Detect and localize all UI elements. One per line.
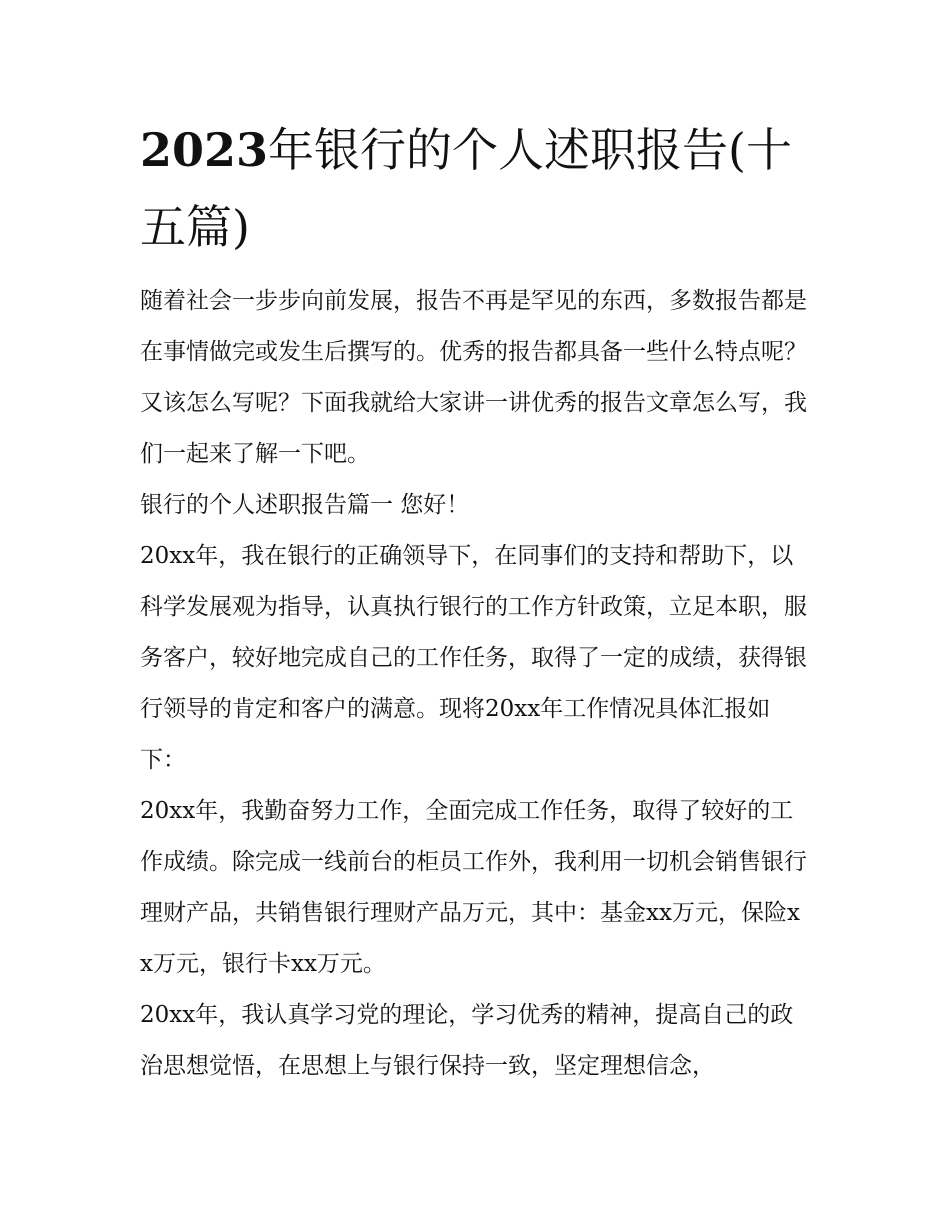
document-body — [140, 276, 812, 1092]
paragraph-section-heading: 银行的个人述职报告篇一 您好！ — [140, 492, 470, 518]
document-title — [140, 112, 820, 266]
title-text: 年银行的个人述职报告(十五篇) — [140, 123, 792, 254]
title-year: 2023 — [140, 123, 269, 177]
paragraph-work-results: 20xx年，我勤奋努力工作，全面完成工作任务，取得了较好的工作成绩。除完成一线前台的柜员工作外，我利用一切机会销售银行理财产品，共销售银行理财产品万元，其中：基金xx万元，保险xx万元，银行卡xx万元。 — [140, 798, 807, 977]
paragraph-political-study: 20xx年，我认真学习党的理论，学习优秀的精神，提高自己的政治思想觉悟，在思想上与银行保持一致，坚定理想信念， — [140, 1002, 794, 1079]
paragraph-intro: 随着社会一步步向前发展，报告不再是罕见的东西，多数报告都是在事情做完或发生后撰写的。优秀的报告都具备一些什么特点呢？又该怎么写呢？下面我就给大家讲一讲优秀的报告文章怎么写，我们一起来了解一下吧。 — [140, 288, 807, 467]
paragraph-work-summary: 20xx年，我在银行的正确领导下，在同事们的支持和帮助下，以科学发展观为指导，认真执行银行的工作方针政策，立足本职，服务客户，较好地完成自己的工作任务，取得了一定的成绩，获得银行领导的肯定和客户的满意。现将20xx年工作情况具体汇报如下： — [140, 543, 807, 773]
